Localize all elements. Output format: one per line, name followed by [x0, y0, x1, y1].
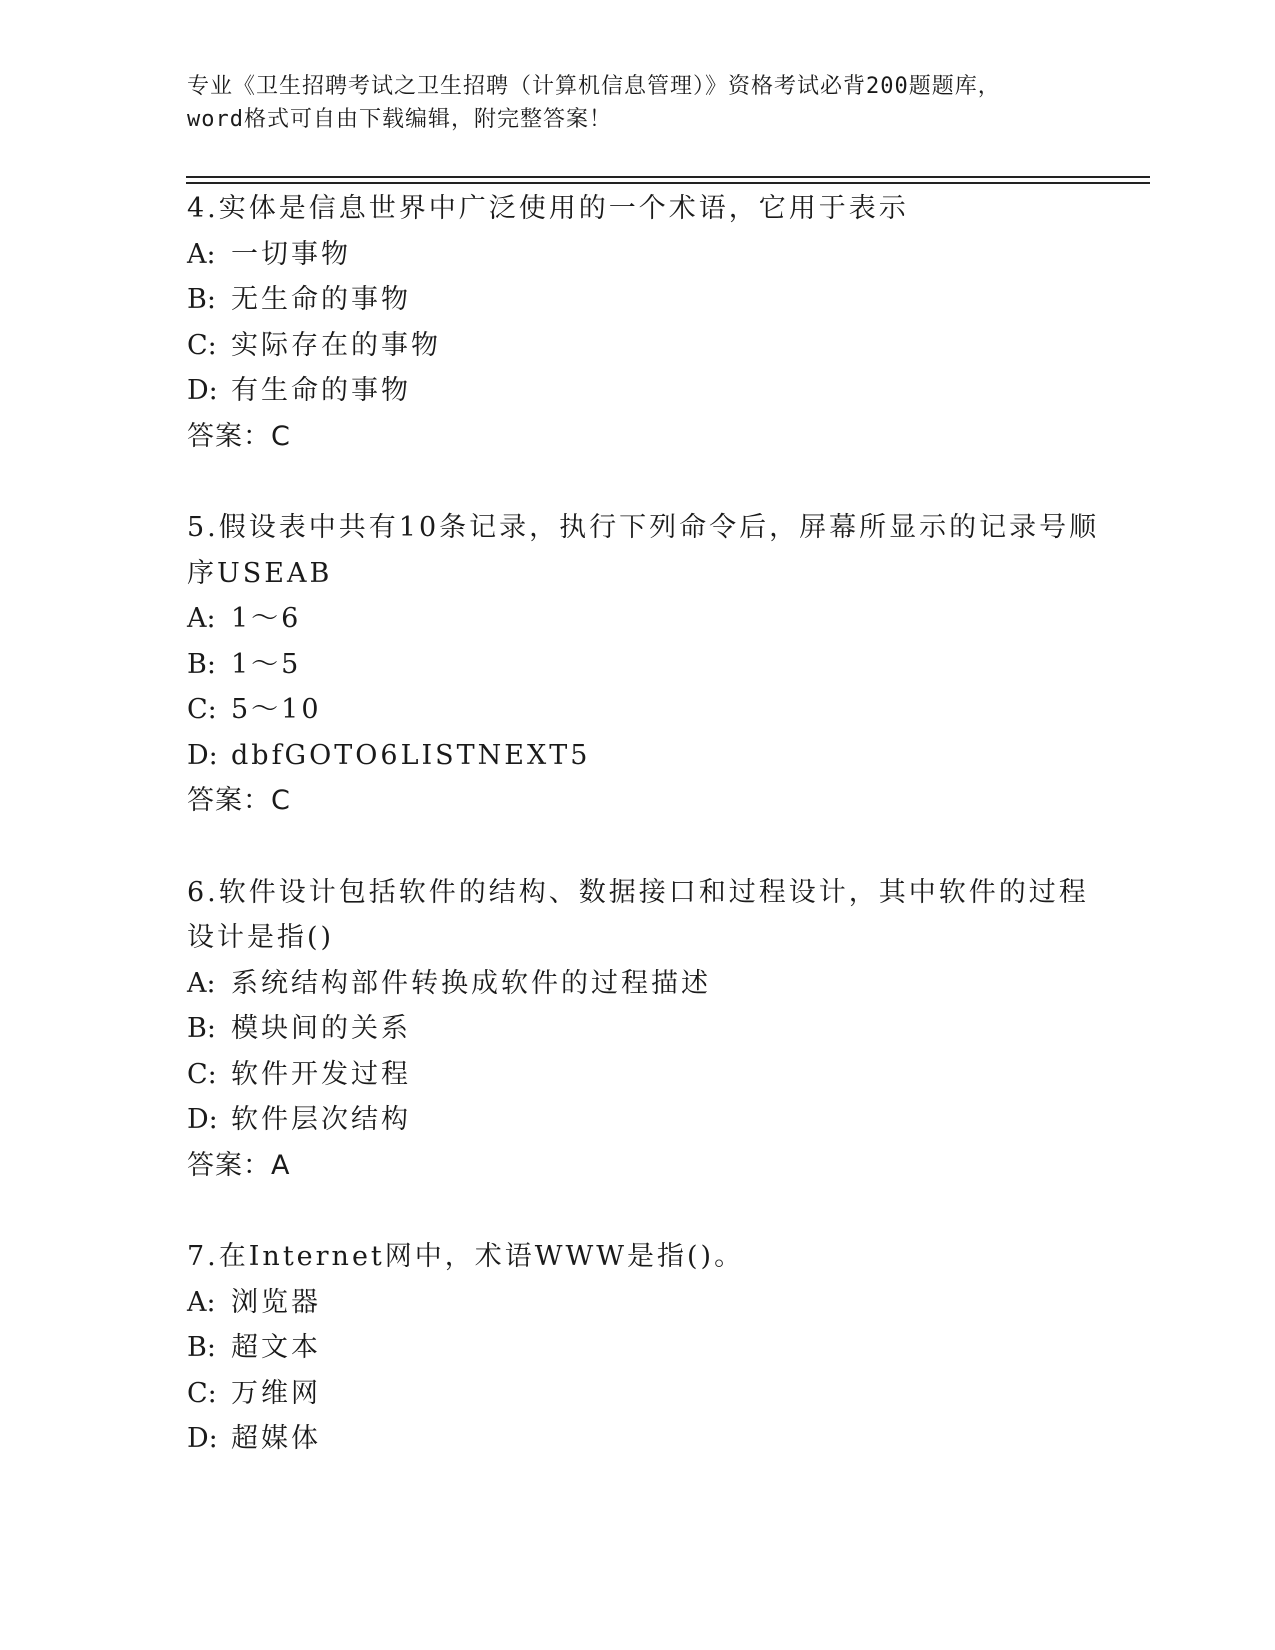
- option-text: 有生命的事物: [231, 375, 411, 406]
- question-stem: 5.假设表中共有10条记录，执行下列命令后，屏幕所显示的记录号顺: [187, 512, 1100, 543]
- option-letter: D:: [187, 1104, 218, 1135]
- header-rule-top: [186, 176, 1150, 178]
- option-b: [187, 642, 1087, 688]
- option-text: 浏览器: [231, 1286, 321, 1318]
- option-letter: D:: [187, 739, 218, 771]
- header-line-2: word格式可自由下载编辑，附完整答案！: [187, 107, 612, 132]
- option-letter: A:: [187, 603, 216, 634]
- document-header: [187, 70, 1087, 136]
- option-text: 一切事物: [231, 238, 351, 270]
- option-letter: B:: [187, 284, 216, 315]
- option-d: [187, 733, 1087, 779]
- option-text: dbfGOTO6LISTNEXT5: [231, 739, 591, 771]
- option-b: [187, 1006, 1087, 1052]
- option-b: [187, 277, 1087, 323]
- option-a: [187, 1280, 1087, 1326]
- question-6: [187, 870, 1087, 1189]
- header-line-1: 专业《卫生招聘考试之卫生招聘（计算机信息管理）》资格考试必背200题题库，: [187, 74, 1001, 99]
- option-text: 软件开发过程: [231, 1058, 411, 1090]
- option-text: 万维网: [231, 1377, 321, 1409]
- option-d: [187, 1097, 1087, 1143]
- question-stem: 7.在Internet网中，术语WWW是指()。: [187, 1241, 745, 1272]
- option-letter: B:: [187, 1332, 216, 1363]
- option-letter: B:: [187, 648, 216, 680]
- option-text: 超媒体: [231, 1423, 321, 1454]
- option-text: 实际存在的事物: [231, 329, 441, 361]
- question-5: [187, 505, 1100, 824]
- option-d: [187, 1416, 1087, 1462]
- option-c: [187, 687, 1087, 733]
- option-text: 系统结构部件转换成软件的过程描述: [231, 967, 711, 999]
- option-letter: C:: [187, 1377, 217, 1409]
- option-letter: D:: [187, 1423, 218, 1454]
- option-d: [187, 368, 1087, 414]
- question-stem-continued: 设计是指(): [187, 922, 335, 953]
- option-c: [187, 1371, 1087, 1417]
- option-text: 1～6: [231, 603, 302, 634]
- option-letter: A:: [187, 967, 216, 999]
- header-rule-bottom: [186, 182, 1150, 184]
- option-text: 软件层次结构: [231, 1104, 411, 1135]
- question-7: [187, 1234, 1087, 1462]
- option-c: [187, 1052, 1087, 1098]
- question-list: [187, 186, 1100, 1462]
- question-stem-continued: 序USEAB: [187, 557, 333, 589]
- option-c: [187, 323, 1087, 369]
- option-b: [187, 1325, 1087, 1371]
- option-letter: C:: [187, 1058, 217, 1090]
- option-letter: D:: [187, 375, 218, 406]
- option-letter: C:: [187, 694, 217, 725]
- option-text: 模块间的关系: [231, 1013, 411, 1044]
- answer-line: 答案：A: [187, 1149, 291, 1181]
- question-stem: 6.软件设计包括软件的结构、数据接口和过程设计，其中软件的过程: [187, 876, 1089, 908]
- answer-line: 答案：C: [187, 420, 291, 452]
- answer-line: 答案：C: [187, 785, 291, 816]
- option-a: [187, 961, 1087, 1007]
- option-text: 超文本: [231, 1332, 321, 1363]
- option-text: 5～10: [231, 694, 322, 725]
- option-letter: C:: [187, 329, 217, 361]
- option-text: 1～5: [231, 648, 302, 680]
- question-stem: 4.实体是信息世界中广泛使用的一个术语，它用于表示: [187, 193, 909, 224]
- question-4: [187, 186, 1087, 459]
- option-letter: A:: [187, 238, 216, 270]
- option-a: [187, 596, 1087, 642]
- option-text: 无生命的事物: [231, 284, 411, 315]
- option-letter: B:: [187, 1013, 216, 1044]
- option-a: [187, 232, 1087, 278]
- option-letter: A:: [187, 1286, 216, 1318]
